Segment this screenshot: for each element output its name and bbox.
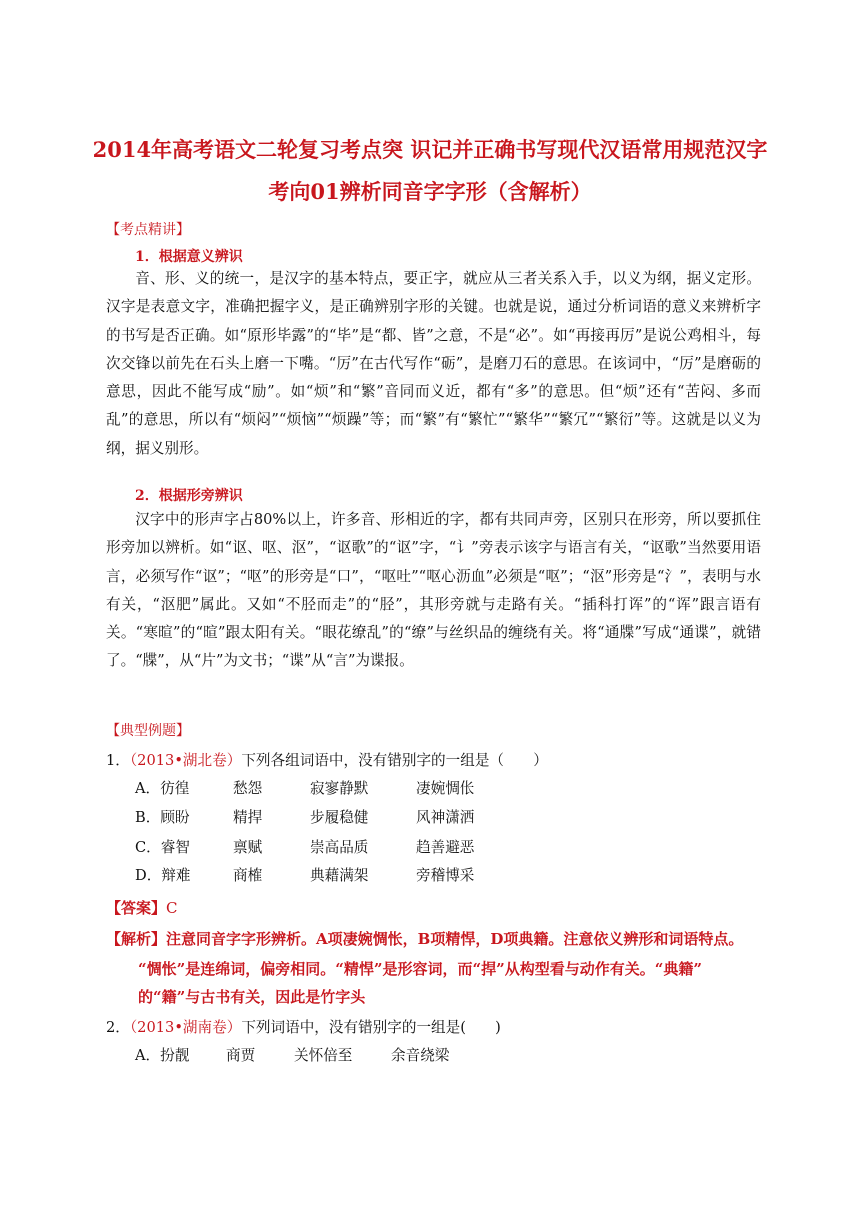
question-2-source: （2013•湖南卷） <box>129 1019 242 1036</box>
tag-dianxing-liti: 【典型例题】 <box>106 723 190 739</box>
question-1 <box>106 749 548 770</box>
answer-label: 【答案】 <box>106 899 167 917</box>
section1-paragraph: 音、形、义的统一，是汉字的基本特点，要正字，就应从三者关系入手，以义为纲，据义定形。汉字是表意文字，准确把握字义，是正确辨别字形的关键。也就是说，通过分析词语的意义来辨析字的书写是否正确。如“原形毕露”的“毕”是“都、皆”之意，不是“必”。如“再接再厉”是说公鸡相斗，每次交锋以前先在石头上磨一下嘴。“厉”在古代写作“砺”，是磨刀石的意思。在该词中，“厉”是磨砺的意思，因此不能写成“励”。如“烦”和“繁”音同而义近，都有“多”的意思。但“烦”还有“苦闷、多而乱”的意思，所以有“烦闷”“烦恼”“烦躁”等；而“繁”有“繁忙”“繁华”“繁冗”“繁衍”等。这就是以义为纲，据义别形。 <box>106 270 761 457</box>
analysis-line2: “惆怅”是连绵词，偏旁相同。“精悍”是形容词，而“捍”从构型看与动作有关。“典籍” <box>138 960 703 978</box>
option-word: 崇高品质 <box>310 839 369 856</box>
option-word: 凄婉惆伥 <box>416 780 475 797</box>
question-1-number: 1． <box>106 752 130 769</box>
answer-value: C <box>166 899 178 917</box>
question-1-source: （2013•湖北卷） <box>129 752 242 769</box>
section2-paragraph: 汉字中的形声字占80%以上，许多音、形相近的字，都有共同声旁，区别只在形旁，所以要抓住形旁加以辨析。如“讴、呕、沤”，“讴歌”的“讴”字，“讠”旁表示该字与语言有关，“讴歌”当然要用语言，必须写作“讴”；“呕”的形旁是“口”，“呕吐”“呕心沥血”必须是“呕”；“沤”形旁是“氵”，表明与水有关，“沤肥”属此。又如“不胫而走”的“胫”，其形旁就与走路有关。“插科打诨”的“诨”跟言语有关。“寒暄”的“暄”跟太阳有关。“眼花缭乱”的“缭”与丝织品的缠绕有关。将“通牒”写成“通谍”，就错了。“牒”，从“片”为文书；“谍”从“言”为谍报。 <box>106 511 761 670</box>
answer-line <box>106 897 178 918</box>
option-label: B．顾盼 <box>135 809 190 826</box>
option-word: 禀赋 <box>233 839 263 856</box>
option-word: 关怀倍至 <box>294 1047 353 1064</box>
option-label: A．扮靓 <box>135 1047 190 1064</box>
analysis-text-1: 注意同音字字形辨析。A项凄婉惆怅，B项精悍，D项典籍。注意依义辨形和词语特点。 <box>166 930 744 948</box>
option-word: 寂寥静默 <box>310 780 369 797</box>
analysis-label: 【解析】 <box>106 930 167 948</box>
option-label: A．彷徨 <box>135 780 190 797</box>
option-word: 趋善避恶 <box>416 839 475 856</box>
option-word: 商贾 <box>226 1047 256 1064</box>
option-label: C．睿智 <box>135 839 190 856</box>
section1-heading: 1．根据意义辨识 <box>135 249 243 265</box>
option-word: 精捍 <box>233 809 263 826</box>
option-label: D．辩难 <box>135 867 191 884</box>
analysis-line1 <box>106 928 743 949</box>
option-word: 风神潇洒 <box>416 809 475 826</box>
question-2-number: 2． <box>106 1019 130 1036</box>
option-word: 步履稳健 <box>310 809 369 826</box>
analysis-line3: 的“籍”与古书有关，因此是竹字头 <box>138 988 366 1006</box>
option-word: 余音绕梁 <box>391 1047 450 1064</box>
option-word: 商榷 <box>233 867 263 884</box>
doc-title-line1: 2014年高考语文二轮复习考点突 识记并正确书写现代汉语常用规范汉字 <box>92 137 768 162</box>
option-word: 旁稽博采 <box>416 867 475 884</box>
option-word: 愁怨 <box>233 780 263 797</box>
tag-kaodian-jingjiang: 【考点精讲】 <box>106 222 190 238</box>
doc-title-line2: 考向01辨析同音字字形（含解析） <box>268 179 592 204</box>
question-1-stem: 下列各组词语中，没有错别字的一组是（ ） <box>241 752 548 769</box>
option-word: 典藉满架 <box>310 867 369 884</box>
question-2 <box>106 1016 501 1037</box>
question-2-stem: 下列词语中，没有错别字的一组是( ) <box>241 1019 501 1036</box>
section2-heading: 2．根据形旁辨识 <box>135 488 243 504</box>
